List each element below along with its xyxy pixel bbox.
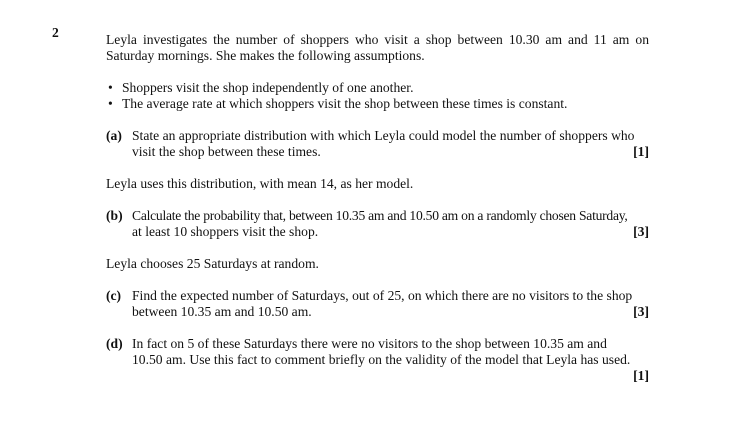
assumptions-list [106,80,649,112]
part-d-label: (d) [106,336,123,351]
part-d-line2: 10.50 am. Use this fact to comment briefly on the validity of the model that Leyla has used. [132,352,631,367]
part-c-marks: [3] [633,304,649,319]
part-d [106,336,649,384]
assumption-item: • Shoppers visit the shop independently of one another. [106,80,649,96]
part-b-label: (b) [106,208,123,223]
part-b [106,208,649,240]
part-b-line1: Calculate the probability that, between 10.35 am and 10.50 am on a randomly chosen Saturday, [132,208,628,223]
part-a-label: (a) [106,128,122,143]
part-c [106,288,649,320]
part-a-line1: State an appropriate distribution with which Leyla could model the number of shoppers who [132,128,635,143]
question-intro: Leyla investigates the number of shoppers who visit a shop between 10.30 am and 11 am on Saturday mornings. She makes the following assumptions. [106,32,649,63]
sample-statement: Leyla chooses 25 Saturdays at random. [106,256,319,271]
part-a-marks: [1] [633,144,649,159]
part-a [106,128,649,160]
model-statement: Leyla uses this distribution, with mean 14, as her model. [106,176,414,191]
part-c-line1: Find the expected number of Saturdays, out of 25, on which there are no visitors to the shop [132,288,633,303]
assumption-item: • The average rate at which shoppers visit the shop between these times is constant. [106,96,649,112]
part-b-line2: at least 10 shoppers visit the shop. [132,224,319,239]
part-d-marks: [1] [633,368,649,383]
part-d-line1: In fact on 5 of these Saturdays there were no visitors to the shop between 10.35 am and [132,336,607,351]
part-c-line2: between 10.35 am and 10.50 am. [132,304,312,319]
part-b-marks: [3] [633,224,649,239]
question-number: 2 [52,25,59,40]
part-a-line2: visit the shop between these times. [132,144,321,159]
part-c-label: (c) [106,288,122,303]
